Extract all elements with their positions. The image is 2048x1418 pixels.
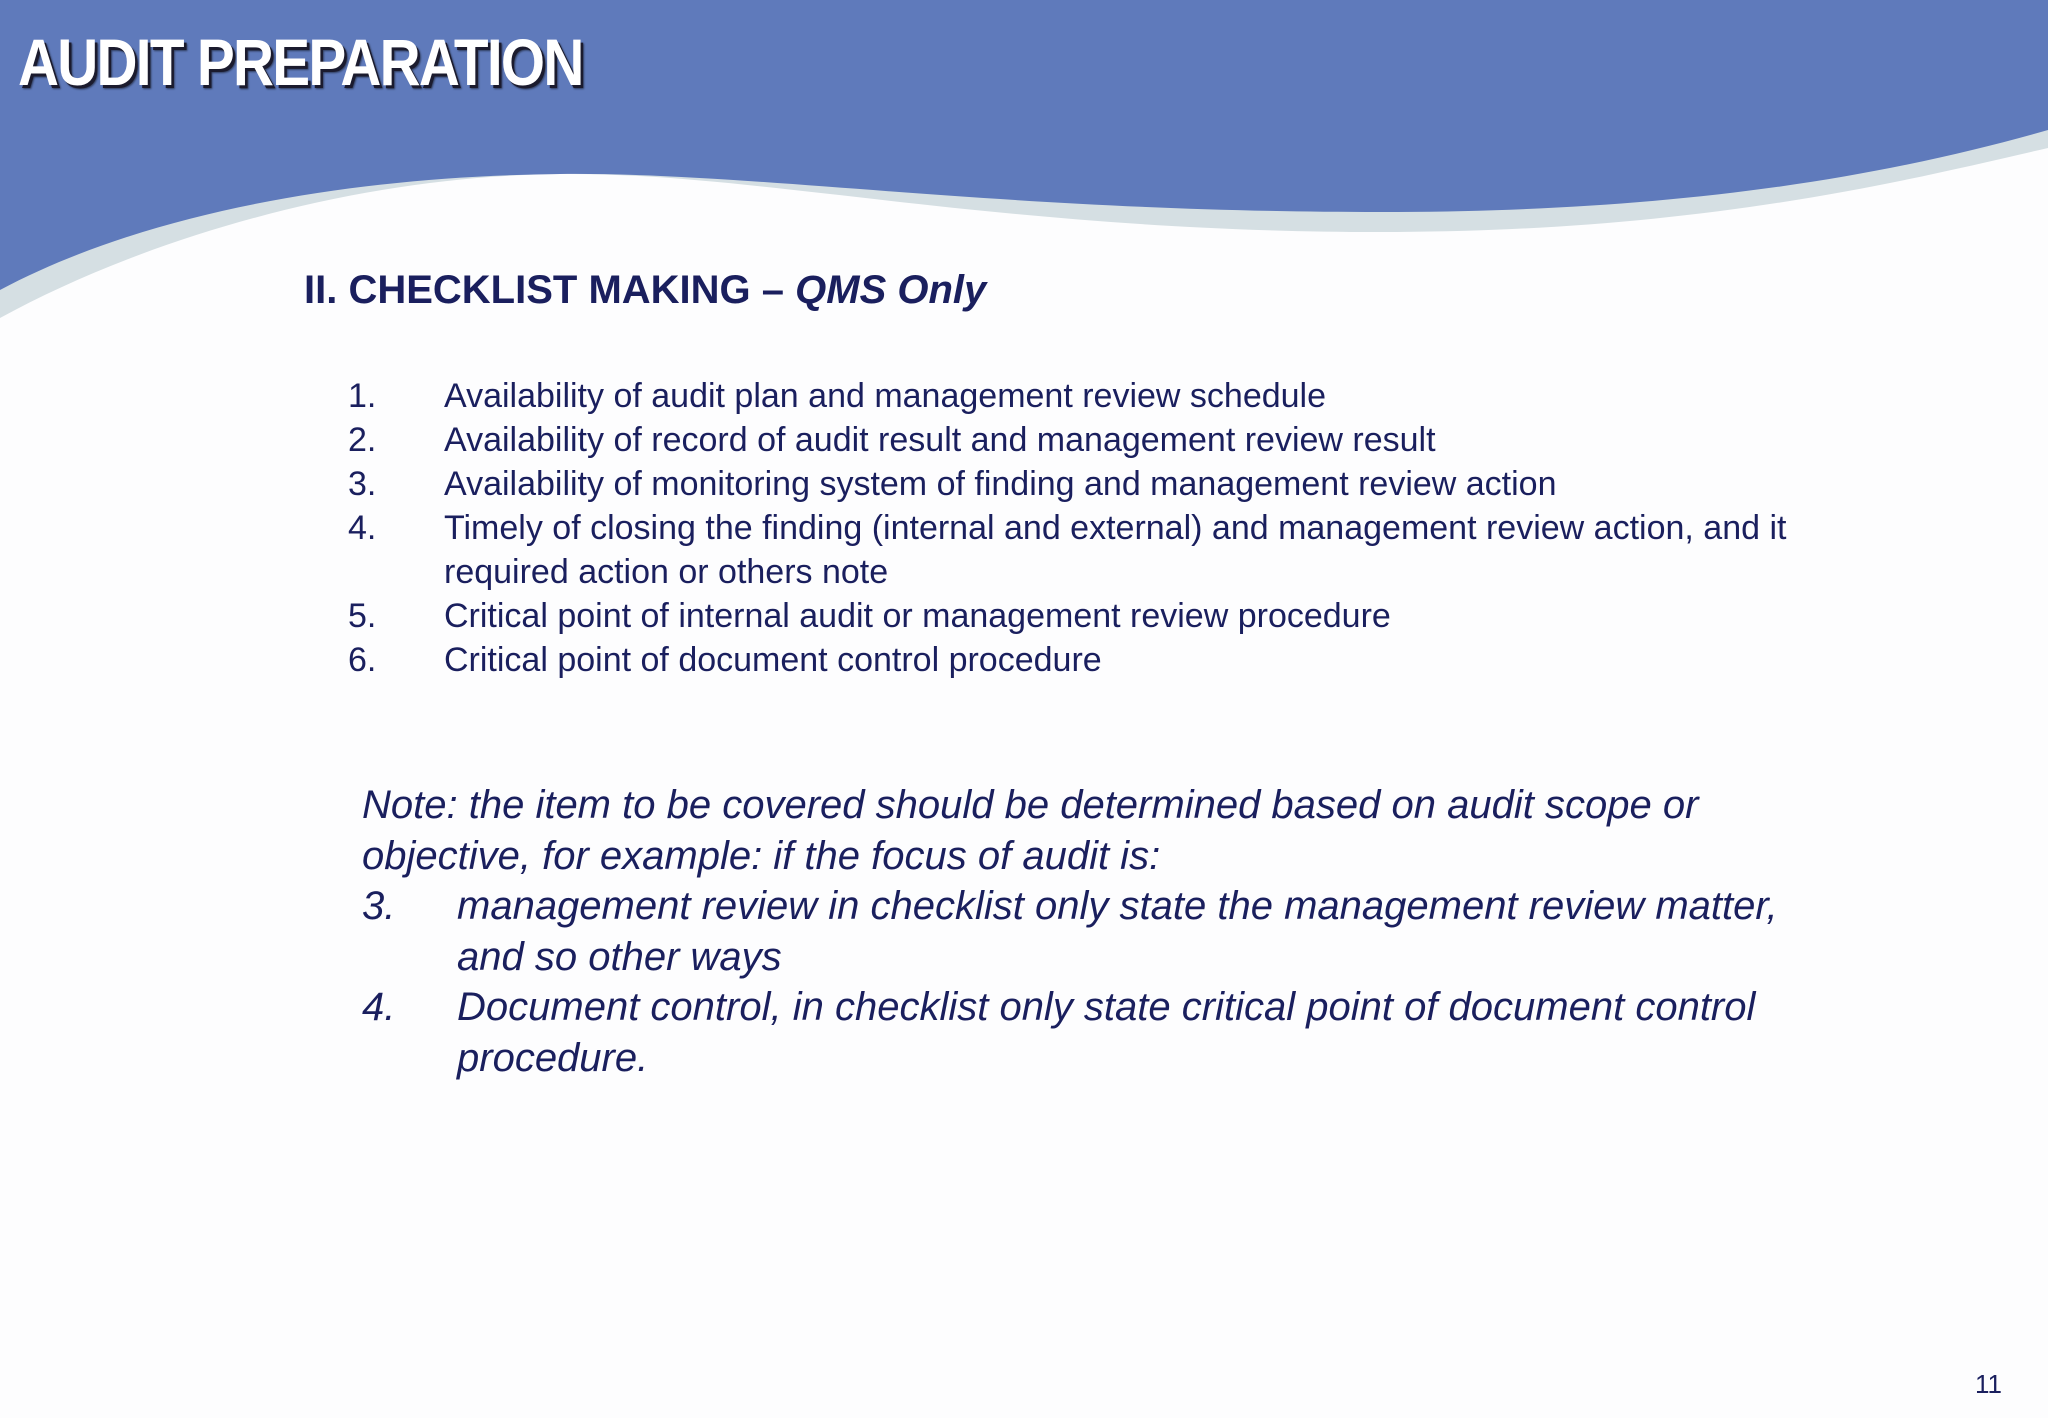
checklist-item-text: Timely of closing the finding (internal and external) and management review action, and it required action or others note <box>444 509 1787 591</box>
checklist-item-number: 1. <box>348 377 377 415</box>
checklist <box>348 374 1848 682</box>
checklist-item-text: Critical point of document control procedure <box>444 641 1102 679</box>
checklist-item-number: 3. <box>348 465 377 503</box>
note-item-text: management review in checklist only state the management review matter, and so other ways <box>457 884 1778 979</box>
note-item-number: 4. <box>362 985 396 1029</box>
checklist-item-text: Availability of monitoring system of finding and management review action <box>444 465 1557 503</box>
note-item <box>362 881 1842 982</box>
slide-title: AUDIT PREPARATION <box>18 25 583 99</box>
checklist-item-number: 4. <box>348 509 377 547</box>
checklist-item <box>348 374 1848 418</box>
checklist-item-number: 2. <box>348 421 377 459</box>
checklist-item-number: 5. <box>348 597 377 635</box>
checklist-item-text: Availability of record of audit result and management review result <box>444 421 1436 459</box>
checklist-item-number: 6. <box>348 641 377 679</box>
note-block <box>362 780 1842 1083</box>
checklist-item <box>348 506 1848 594</box>
checklist-item <box>348 594 1848 638</box>
note-item-text: Document control, in checklist only state critical point of document control procedure. <box>457 985 1756 1080</box>
note-intro: Note: the item to be covered should be determined based on audit scope or objective, for example: if the focus of audit is: <box>362 783 1699 878</box>
note-item <box>362 982 1842 1083</box>
checklist-item <box>348 638 1848 682</box>
checklist-item-text: Critical point of internal audit or management review procedure <box>444 597 1391 635</box>
page-number: 11 <box>1975 1369 2002 1399</box>
section-heading <box>304 262 986 318</box>
section-heading-emphasis: QMS Only <box>795 268 987 312</box>
checklist-item-text: Availability of audit plan and management review schedule <box>444 377 1327 415</box>
note-list <box>362 881 1842 1083</box>
checklist-item <box>348 462 1848 506</box>
section-heading-main: II. CHECKLIST MAKING – <box>304 268 796 312</box>
checklist-item <box>348 418 1848 462</box>
note-item-number: 3. <box>362 884 396 928</box>
